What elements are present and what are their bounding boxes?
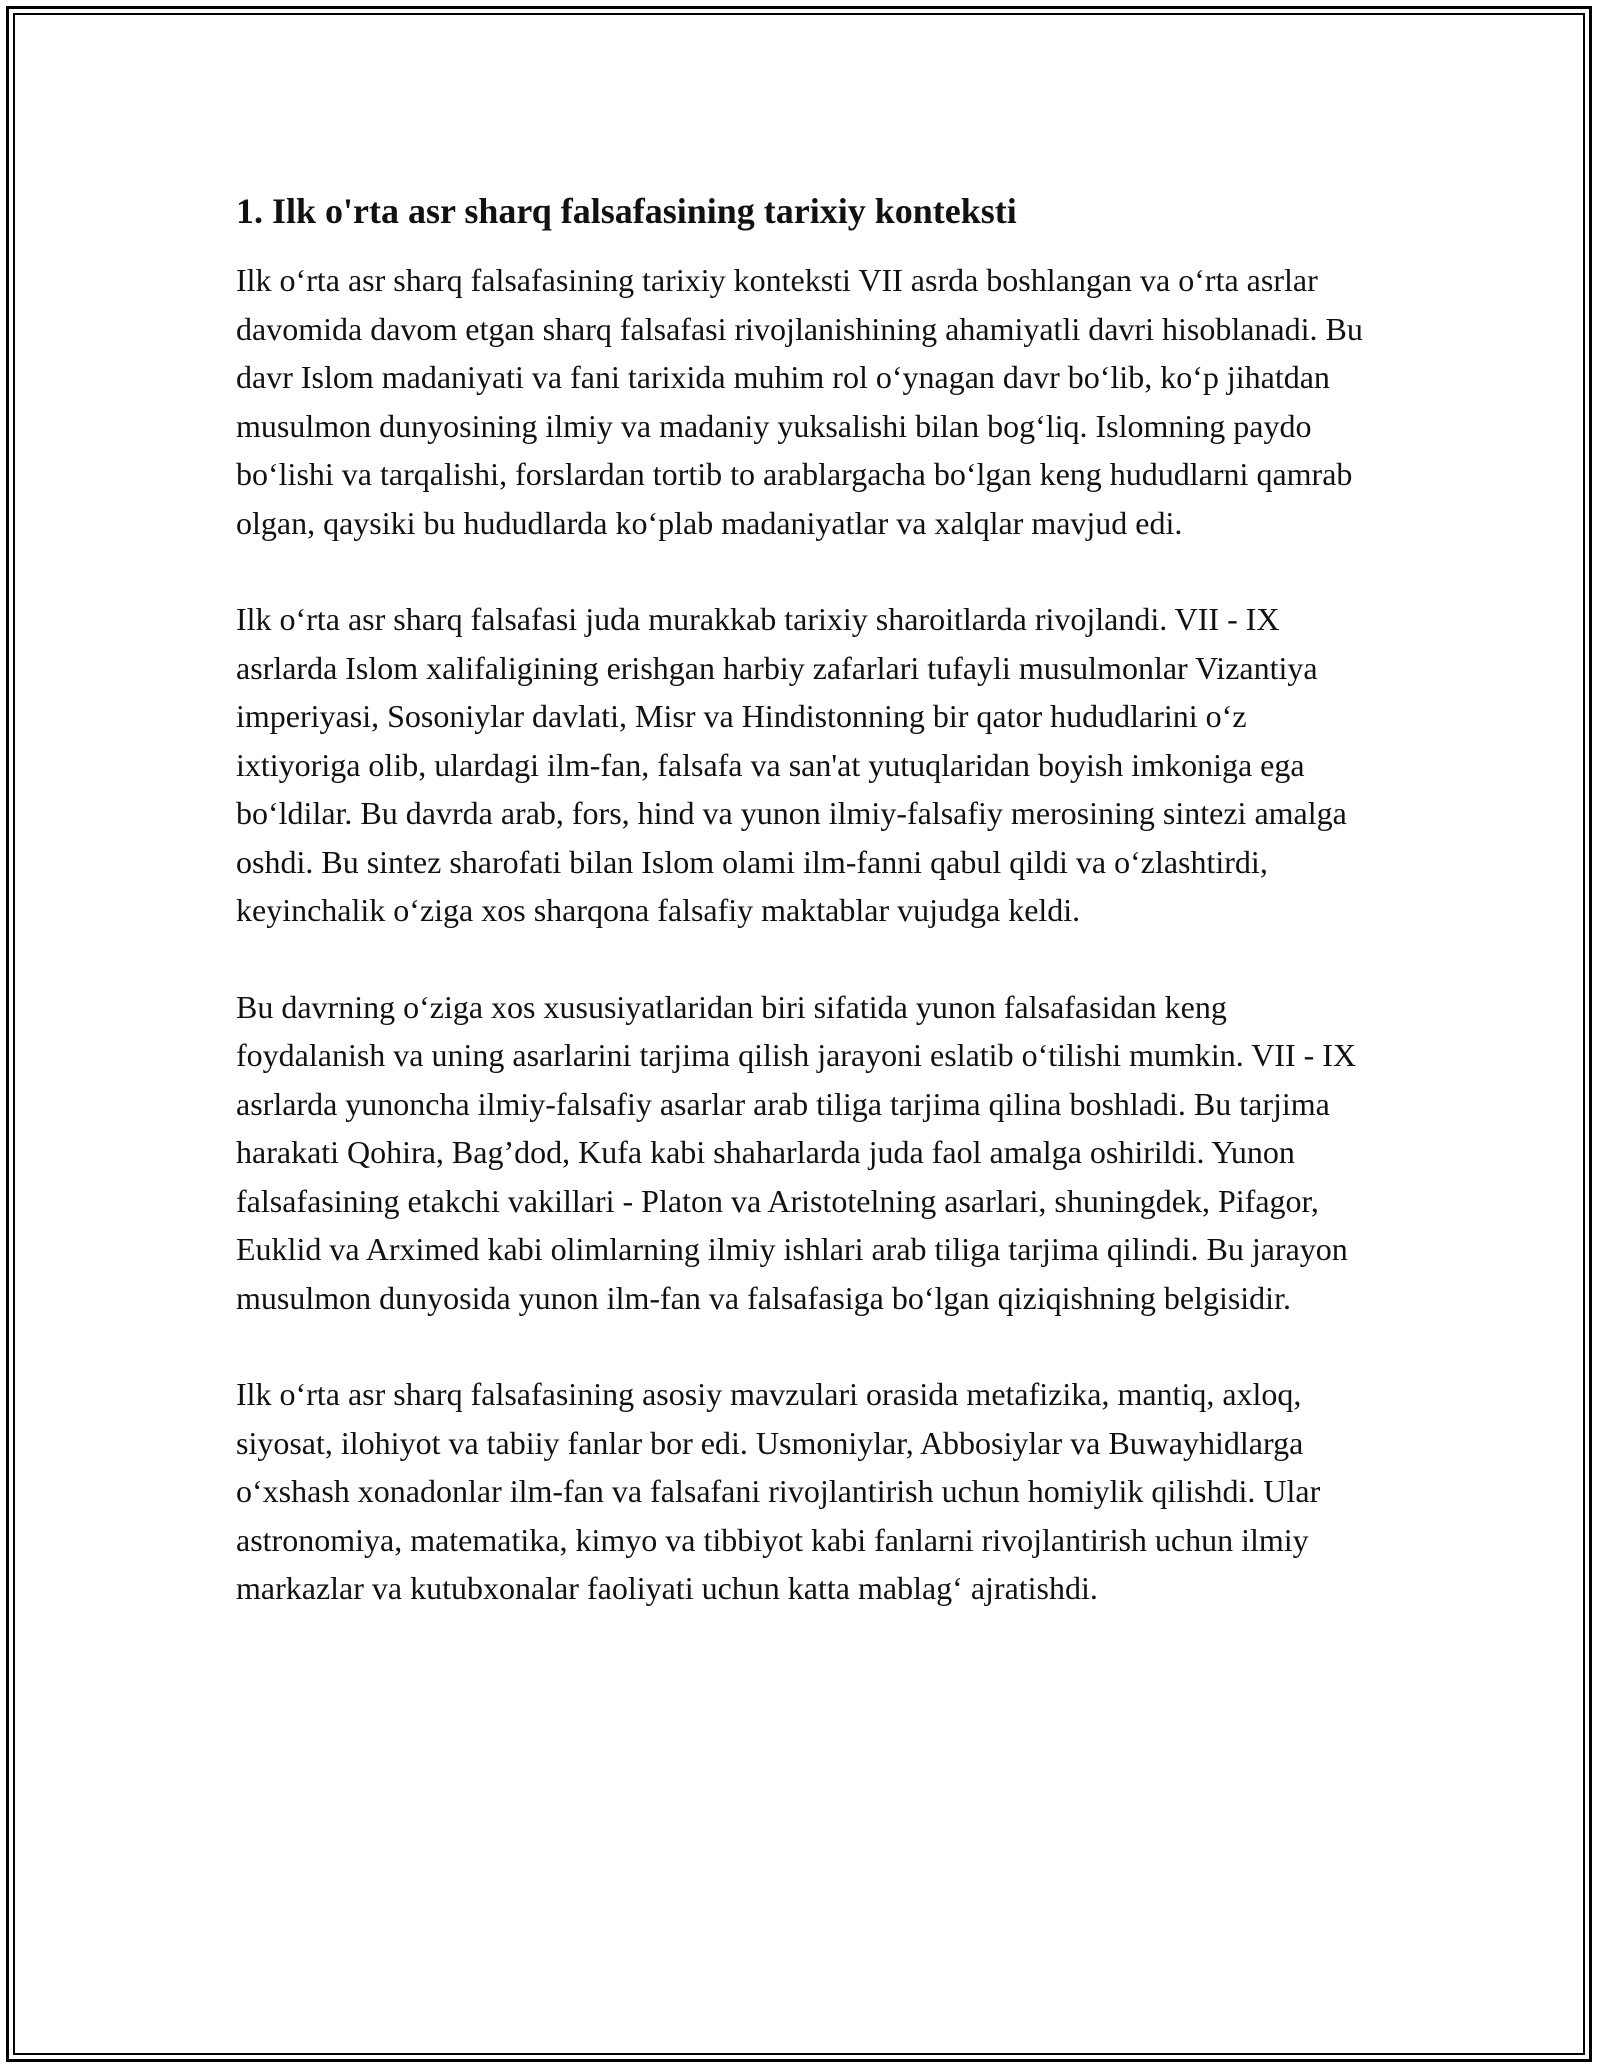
paragraph-historical-context: Ilk o‘rta asr sharq falsafasining tarixiy konteksti VII asrda boshlangan va o‘rta asrlar davomida davom etgan sharq falsafasi rivojlanishining ahamiyatli davri hisoblanadi. Bu davr Islom madaniyati va fani tarixida muhim rol o‘ynagan davr bo‘lib, ko‘p jihatdan musulmon dunyosining ilmiy va madaniy yuksalishi bilan bog‘liq. Islomning paydo bo‘lishi va tarqalishi, forslardan tortib to arablargacha bo‘lgan keng hududlarni qamrab olgan, qaysiki bu hududlarda ko‘plab madaniyatlar va xalqlar mavjud edi. bbox=[236, 262, 1363, 541]
document-body bbox=[236, 186, 1376, 1661]
paragraph-development-conditions: Ilk o‘rta asr sharq falsafasi juda murakkab tarixiy sharoitlarda rivojlandi. VII - IX asrlarda Islom xalifaligining erishgan harbiy zafarlari tufayli musulmonlar Vizantiya imperiyasi, Sosoniylar davlati, Misr va Hindistonning bir qator hududlarini o‘z ixtiyoriga olib, ulardagi ilm-fan, falsafa va san'at yutuqlaridan boyish imkoniga ega bo‘ldilar. Bu davrda arab, fors, hind va yunon ilmiy-falsafiy merosining sintezi amalga oshdi. Bu sintez sharofati bilan Islom olami ilm-fanni qabul qildi va o‘zlashtirdi, keyinchalik o‘ziga xos sharqona falsafiy maktablar vujudga keldi. bbox=[236, 601, 1347, 928]
paragraph-main-topics: Ilk o‘rta asr sharq falsafasining asosiy mavzulari orasida metafizika, mantiq, axloq, siyosat, ilohiyot va tabiiy fanlar bor edi. Usmoniylar, Abbosiylar va Buwayhidlarga o‘xshash xonadonlar ilm-fan va falsafani rivojlantirish uchun homiylik qilishdi. Ular astronomiya, matematika, kimyo va tibbiyot kabi fanlarni rivojlantirish uchun ilmiy markazlar va kutubxonalar faoliyati uchun katta mablag‘ ajratishdi. bbox=[236, 1376, 1321, 1606]
section-heading: 1. Ilk o'rta asr sharq falsafasining tarixiy konteksti bbox=[236, 191, 1017, 231]
paragraph-translation-movement: Bu davrning o‘ziga xos xususiyatlaridan biri sifatida yunon falsafasidan keng foydalanish va uning asarlarini tarjima qilish jarayoni eslatib o‘tilishi mumkin. VII - IX asrlarda yunoncha ilmiy-falsafiy asarlar arab tiliga tarjima qilina boshladi. Bu tarjima harakati Qohira, Bag’dod, Kufa kabi shaharlarda juda faol amalga oshirildi. Yunon falsafasining etakchi vakillari - Platon va Aristotelning asarlari, shuningdek, Pifagor, Euklid va Arximed kabi olimlarning ilmiy ishlari arab tiliga tarjima qilindi. Bu jarayon musulmon dunyosida yunon ilm-fan va falsafasiga bo‘lgan qiziqishning belgisidir. bbox=[236, 988, 1357, 1316]
